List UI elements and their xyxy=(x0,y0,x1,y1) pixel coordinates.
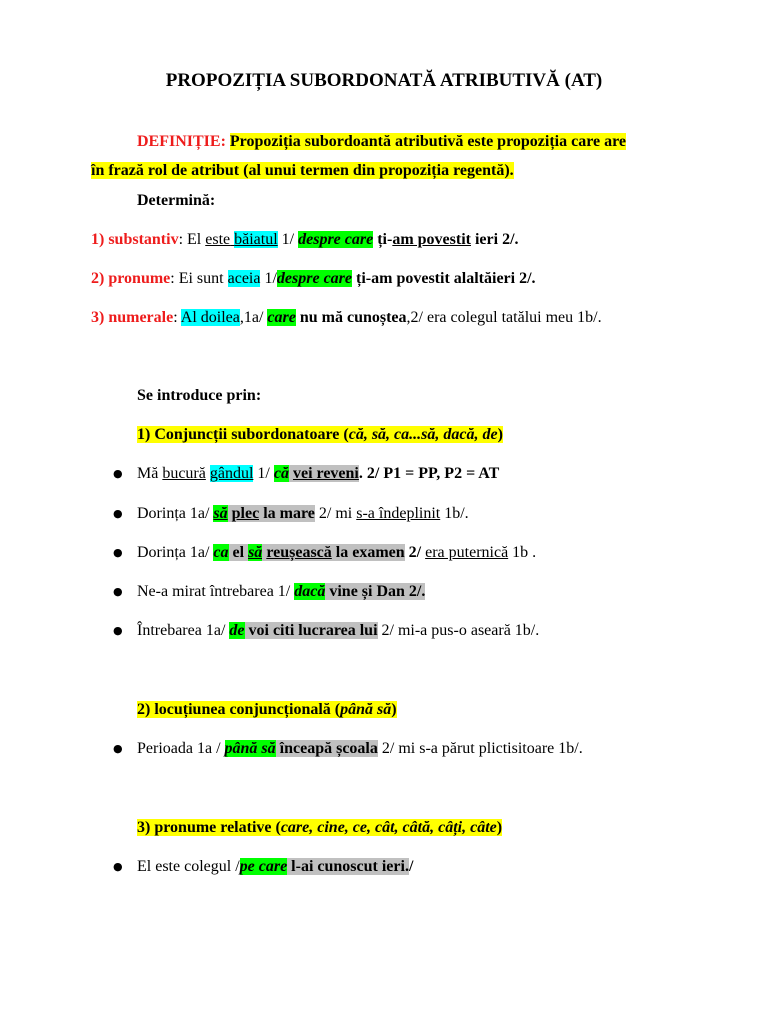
heading-text: ) xyxy=(391,701,397,718)
bullet-icon: ● xyxy=(113,624,123,637)
text-segment: Dorința 1a/ xyxy=(137,544,214,561)
bullet-icon: ● xyxy=(113,860,123,873)
text-segment: / xyxy=(408,858,414,875)
text-segment: : Ei sunt xyxy=(170,270,228,287)
underlined-predicate: vei reveni xyxy=(292,465,359,482)
conjunction: să xyxy=(213,505,228,522)
relative-connector: care xyxy=(267,309,296,326)
text-segment: 2/ mi xyxy=(314,505,357,522)
text-segment: nu mă cunoștea xyxy=(295,309,407,326)
determina-text: Determină: xyxy=(137,192,216,209)
section1-bullet-5 xyxy=(113,620,540,642)
se-introduce-text: Se introduce prin: xyxy=(137,387,262,404)
relative-connector: despre care xyxy=(298,231,374,248)
text-segment: 2/ mi-a pus-o aseară 1b/. xyxy=(377,622,540,639)
example-label: 2) pronume xyxy=(91,270,171,287)
bullet-icon: ● xyxy=(113,507,123,520)
section1-bullet-3 xyxy=(113,542,537,564)
text-segment: 2/ xyxy=(404,544,422,561)
text-segment: înceapă școala xyxy=(279,740,378,757)
text-segment: 2/ mi s-a părut plictisitoare 1b/. xyxy=(377,740,583,757)
underlined-word: este xyxy=(205,231,231,248)
bullet-icon: ● xyxy=(113,467,123,480)
text-segment: . xyxy=(358,465,363,482)
heading-text: 3) pronume relative ( xyxy=(137,819,281,836)
text-segment: la mare xyxy=(259,505,315,522)
heading-italic: până să xyxy=(340,701,392,718)
text-segment: Întrebarea 1a/ xyxy=(137,622,230,639)
highlighted-pronoun: aceia xyxy=(227,270,261,287)
highlighted-noun: băiatul xyxy=(234,231,278,248)
definition-text-2: în frază rol de atribut (al unui termen din propoziția regentă). xyxy=(91,162,514,179)
heading-italic: că, să, ca...să, dacă, de xyxy=(348,426,498,443)
text-segment: ,2/ era colegul tatălui meu 1b/. xyxy=(406,309,602,326)
example-numerale xyxy=(91,307,602,329)
conjunction: că xyxy=(273,465,289,482)
highlighted-numeral: Al doilea xyxy=(180,309,240,326)
section3-heading xyxy=(137,817,502,839)
section1-bullet-4 xyxy=(113,581,426,603)
text-segment: el xyxy=(228,544,249,561)
underlined-predicate: plec xyxy=(231,505,260,522)
heading-text: ) xyxy=(497,426,503,443)
definition-text-1: Propoziția subordoantă atributivă este propoziția care are xyxy=(229,133,627,150)
underlined-predicate: s-a îndeplinit xyxy=(356,505,441,522)
heading-text: ) xyxy=(496,819,503,836)
text-segment: l-ai cunoscut ieri. xyxy=(287,858,409,875)
underlined-word: bucură xyxy=(162,465,206,482)
text-segment: : El xyxy=(178,231,206,248)
conjunction: să xyxy=(248,544,263,561)
text-segment: 1/ xyxy=(253,465,274,482)
example-pronume xyxy=(91,268,536,290)
text-segment: El este colegul / xyxy=(137,858,240,875)
text-segment: : xyxy=(173,309,181,326)
section1-bullet-1 xyxy=(113,463,500,485)
section1-bullet-2 xyxy=(113,503,469,525)
text-segment: ți-am povestit alaltăieri 2/. xyxy=(352,270,536,287)
heading-text: 1) Conjuncții subordonatoare ( xyxy=(137,426,349,443)
heading-text: 2) locuțiunea conjuncțională ( xyxy=(137,701,341,718)
section2-heading xyxy=(137,699,397,721)
text-segment: 2/ P1 = PP, P2 = AT xyxy=(362,465,500,482)
example-label: 1) substantiv xyxy=(91,231,179,248)
text-segment: Mă xyxy=(137,465,163,482)
bullet-icon: ● xyxy=(113,742,123,755)
relative-connector: despre care xyxy=(276,270,353,287)
text-segment: 1b . xyxy=(508,544,537,561)
text-segment: voi citi lucrarea lui xyxy=(244,622,378,639)
conjunction: dacă xyxy=(294,583,326,600)
conjunction: de xyxy=(229,622,245,639)
conjunction: până să xyxy=(224,740,276,757)
underlined-predicate: am povestit xyxy=(392,231,471,248)
text-segment: 1b/. xyxy=(440,505,469,522)
section1-heading xyxy=(137,424,503,446)
definition-line-2 xyxy=(91,160,514,182)
text-segment: ți- xyxy=(373,231,393,248)
example-label: 3) numerale xyxy=(91,309,174,326)
bullet-icon: ● xyxy=(113,585,123,598)
example-substantiv xyxy=(91,229,519,251)
text-segment: Ne-a mirat întrebarea 1/ xyxy=(137,583,295,600)
text-segment: ,1a/ xyxy=(239,309,268,326)
conjunction: ca xyxy=(213,544,229,561)
section3-bullet-1 xyxy=(113,856,414,878)
bullet-icon: ● xyxy=(113,546,123,559)
text-segment: ieri 2/. xyxy=(470,231,519,248)
heading-italic: care, cine, ce, cât, câtă, câți, câte xyxy=(280,819,497,836)
section2-bullet-1 xyxy=(113,738,583,760)
text-segment: vine și Dan 2/. xyxy=(325,583,426,600)
underlined-predicate: reușească xyxy=(266,544,332,561)
relative-pronoun: pe care xyxy=(239,858,288,875)
text-segment: 1/ xyxy=(260,270,277,287)
page-title: PROPOZIȚIA SUBORDONATĂ ATRIBUTIVĂ (AT) xyxy=(165,70,603,91)
text-segment: Dorința 1a/ xyxy=(137,505,214,522)
underlined-predicate: era puternică xyxy=(425,544,509,561)
highlighted-noun: gândul xyxy=(209,465,254,482)
definition-label: DEFINIȚIE: xyxy=(137,133,226,150)
determina-heading xyxy=(137,190,215,212)
text-segment: Perioada 1a / xyxy=(137,740,225,757)
text-segment: 1/ xyxy=(277,231,299,248)
text-segment: la examen xyxy=(331,544,405,561)
definition-line-1 xyxy=(137,131,626,153)
se-introduce-heading xyxy=(137,385,261,407)
